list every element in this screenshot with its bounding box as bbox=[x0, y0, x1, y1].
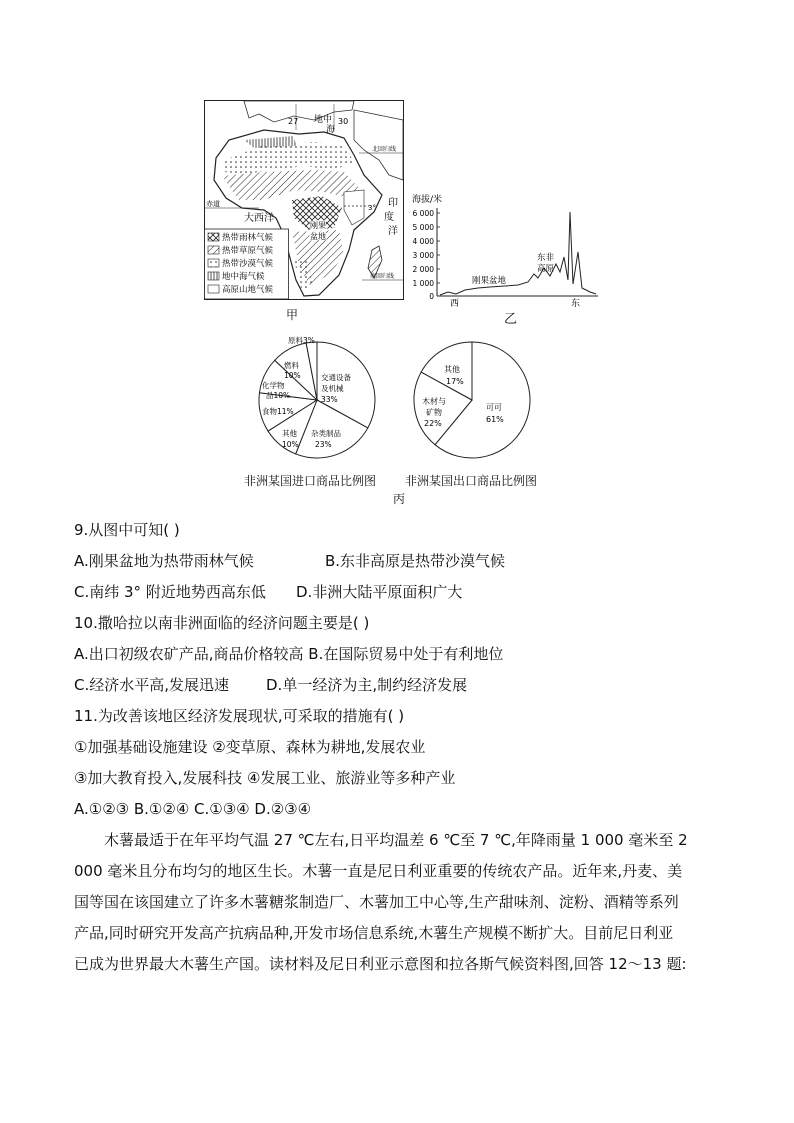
paragraph-line-4: 产品,同时研究开发高产抗病品种,开发市场信息系统,木薯生产规模不断扩大。目前尼日利亚 bbox=[74, 924, 674, 942]
imp-label-chem-1: 化学物 bbox=[262, 381, 285, 390]
q10-option-d: D.单一经济为主,制约经济发展 bbox=[266, 676, 468, 694]
exp-label-other-2: 17% bbox=[446, 377, 464, 386]
figure-a-map bbox=[204, 100, 404, 300]
profile-east: 东 bbox=[571, 299, 581, 308]
import-pie-title: 非洲某国进口商品比例图 bbox=[244, 474, 377, 488]
imp-label-fuel-1: 燃料 bbox=[284, 361, 299, 370]
figure-b-profile bbox=[410, 192, 600, 308]
paragraph-line-1: 木薯最适于在年平均气温 27 ℃左右,日平均温差 6 ℃至 7 ℃,年降雨量 1 000 毫米至 2 bbox=[104, 831, 688, 849]
q10-options-ab: A.出口初级农矿产品,商品价格较高 B.在国际贸易中处于有利地位 bbox=[74, 645, 504, 663]
q11-items-3-4: ③加大教育投入,发展科技 ④发展工业、旅游业等多种产业 bbox=[74, 769, 456, 787]
ytick-3000: 3 000 bbox=[412, 251, 434, 260]
q11-items-1-2: ①加强基础设施建设 ②变草原、森林为耕地,发展农业 bbox=[74, 738, 426, 756]
imp-label-food: 食物11% bbox=[262, 407, 294, 416]
exp-label-cocoa-1: 可可 bbox=[486, 403, 502, 412]
elevation-profile-line bbox=[440, 212, 596, 295]
paragraph-line-3: 国等国在该国建立了许多木薯糖浆制造厂、木薯加工中心等,生产甜味剂、淀粉、酒精等系列 bbox=[74, 893, 679, 911]
legend-rainforest: 热带雨林气候 bbox=[222, 233, 274, 243]
label-tropic-north: 北回归线 bbox=[372, 146, 397, 153]
paragraph-line-5: 已成为世界最大木薯生产国。读材料及尼日利亚示意图和拉各斯气候资料图,回答 12～13 题: bbox=[74, 955, 687, 973]
exp-label-wood-2: 矿物 bbox=[426, 408, 442, 417]
label-tropic-south: 南回归线 bbox=[370, 273, 395, 280]
profile-ylabel: 海拔/米 bbox=[412, 195, 443, 205]
q9-option-b: B.东非高原是热带沙漠气候 bbox=[325, 552, 506, 570]
ytick-0: 0 bbox=[429, 292, 434, 301]
ytick-4000: 4 000 bbox=[412, 237, 434, 246]
label-3deg: 3° bbox=[368, 204, 376, 212]
imp-label-other-2: 10% bbox=[282, 440, 299, 449]
question-11: 11.为改善该地区经济发展现状,可采取的措施有( ) bbox=[74, 707, 405, 725]
imp-label-other-1: 其他 bbox=[282, 429, 297, 438]
label-congo: 刚果 bbox=[310, 221, 326, 230]
profile-west: 西 bbox=[450, 299, 460, 308]
export-pie-title: 非洲某国出口商品比例图 bbox=[405, 474, 538, 488]
exp-label-other-1: 其他 bbox=[444, 365, 460, 374]
exp-label-cocoa-2: 61% bbox=[486, 415, 504, 424]
exp-label-wood-3: 22% bbox=[424, 419, 442, 428]
profile-plateau-label-2: 高原 bbox=[537, 264, 555, 274]
q9-option-c: C.南纬 3° 附近地势西高东低 bbox=[74, 583, 266, 601]
label-sea: 海 bbox=[326, 125, 336, 135]
paragraph-line-2: 000 毫米且分布均匀的地区生长。木薯一直是尼日利亚重要的传统农产品。近年来,丹麦、美 bbox=[74, 862, 683, 880]
q9-option-d: D.非洲大陆平原面积广大 bbox=[296, 583, 463, 601]
imp-label-raw: 原料3% bbox=[288, 336, 315, 345]
label-indian-3: 洋 bbox=[388, 226, 398, 237]
figure-c-pies bbox=[250, 330, 560, 470]
label-equator: 赤道 bbox=[206, 200, 220, 208]
ytick-2000: 2 000 bbox=[412, 265, 434, 274]
q9-option-a: A.刚果盆地为热带雨林气候 bbox=[74, 552, 254, 570]
q10-option-c: C.经济水平高,发展迅速 bbox=[74, 676, 230, 694]
imp-label-misc-1: 杂类制品 bbox=[311, 429, 341, 438]
imp-label-misc-2: 23% bbox=[315, 440, 332, 449]
figure-a-caption: 甲 bbox=[286, 308, 299, 322]
ytick-1000: 1 000 bbox=[412, 279, 434, 288]
question-9: 9.从图中可知( ) bbox=[74, 521, 180, 539]
imp-label-transport-2: 及机械 bbox=[321, 384, 344, 393]
figure-c-caption: 丙 bbox=[393, 492, 406, 506]
legend-mediterranean: 地中海气候 bbox=[222, 272, 265, 282]
legend-desert: 热带沙漠气候 bbox=[222, 259, 274, 269]
imp-label-fuel-2: 10% bbox=[284, 371, 301, 380]
imp-label-chem-2: 品10% bbox=[266, 391, 291, 400]
ytick-6000: 6 000 bbox=[412, 209, 434, 218]
legend-highland: 高原山地气候 bbox=[222, 285, 274, 295]
profile-basin-label: 刚果盆地 bbox=[472, 276, 507, 286]
reading-paragraph bbox=[74, 825, 724, 980]
question-10: 10.撒哈拉以南非洲面临的经济问题主要是( ) bbox=[74, 614, 370, 632]
figure-b-caption: 乙 bbox=[504, 312, 518, 327]
exp-label-wood-1: 木材与 bbox=[422, 397, 446, 406]
label-mediterranean: 地中 bbox=[314, 115, 333, 125]
label-27: 27 bbox=[288, 117, 299, 126]
label-indian-2: 度 bbox=[384, 212, 394, 223]
label-indian-1: 印 bbox=[388, 198, 398, 209]
profile-plateau-label-1: 东非 bbox=[537, 253, 555, 263]
q11-options: A.①②③ B.①②④ C.①③④ D.②③④ bbox=[74, 800, 312, 818]
imp-label-transport-1: 交通设备 bbox=[321, 373, 351, 382]
legend-savanna: 热带草原气候 bbox=[222, 246, 274, 256]
ytick-5000: 5 000 bbox=[412, 223, 434, 232]
label-basin: 盆地 bbox=[310, 232, 326, 241]
imp-label-transport-3: 33% bbox=[321, 395, 338, 404]
label-atlantic: 大西洋 bbox=[244, 213, 274, 224]
label-30: 30 bbox=[338, 117, 349, 126]
